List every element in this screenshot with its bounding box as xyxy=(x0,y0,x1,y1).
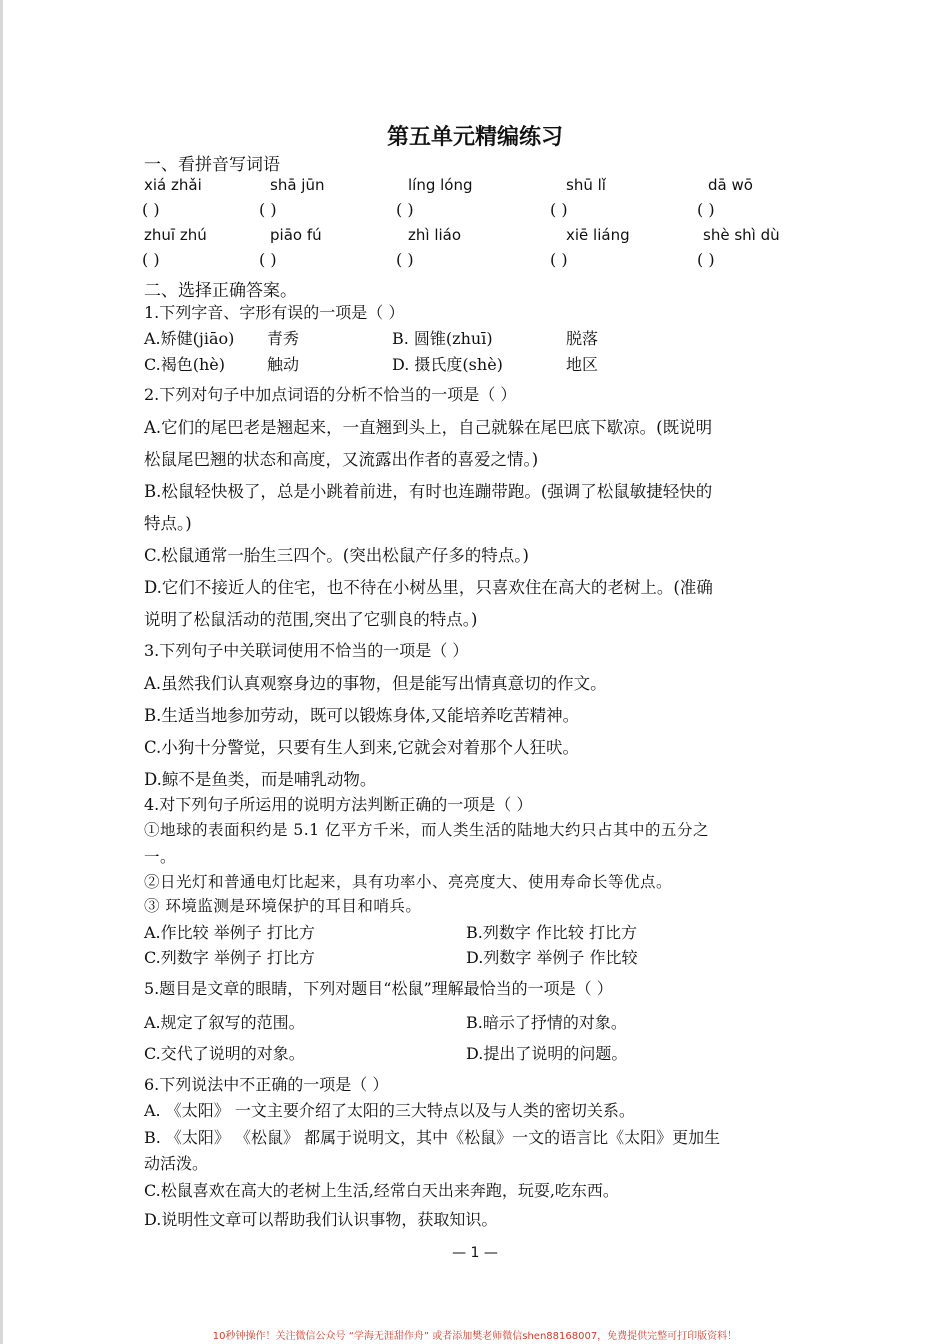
option-b-continued: 特点。) xyxy=(144,514,192,533)
question-3-stem: 3.下列句子中关联词使用不恰当的一项是（ ） xyxy=(144,641,469,660)
option-b[interactable]: B. 圆锥(zhuī) xyxy=(392,329,493,348)
question-1-stem: 1.下列字音、字形有误的一项是（ ） xyxy=(144,303,405,322)
page-number: — 1 — xyxy=(452,1245,498,1261)
answer-blank[interactable]: ( ) xyxy=(142,250,160,269)
option-b[interactable]: B.暗示了抒情的对象。 xyxy=(466,1013,627,1032)
option-a[interactable]: A.矫健(jiāo) xyxy=(144,329,235,348)
option-b[interactable]: B.松鼠轻快极了，总是小跳着前进，有时也连蹦带跑。(强调了松鼠敏捷轻快的 xyxy=(144,482,713,501)
option-c[interactable]: C.小狗十分警觉，只要有生人到来,它就会对着那个人狂吠。 xyxy=(144,738,580,757)
question-4-stem: 4.对下列句子所运用的说明方法判断正确的一项是（ ） xyxy=(144,795,533,814)
pinyin-item: shū lǐ xyxy=(566,176,606,194)
option-b[interactable]: B.生适当地参加劳动，既可以锻炼身体,又能培养吃苦精神。 xyxy=(144,706,580,725)
answer-blank[interactable]: ( ) xyxy=(550,250,568,269)
option-a[interactable]: A.作比较 举例子 打比方 xyxy=(144,923,315,942)
option-b-continued: 动活泼。 xyxy=(144,1154,209,1173)
answer-blank[interactable]: ( ) xyxy=(396,250,414,269)
pinyin-item: xiē liáng xyxy=(566,226,630,244)
sentence-1: ①地球的表面积约是 5.1 亿平方千米，而人类生活的陆地大约只占其中的五分之 xyxy=(144,821,710,839)
option-a[interactable]: A.虽然我们认真观察身边的事物，但是能写出情真意切的作文。 xyxy=(144,674,607,693)
option-a-continued: 松鼠尾巴翘的状态和高度，又流露出作者的喜爱之情。) xyxy=(144,450,539,469)
answer-blank[interactable]: ( ) xyxy=(550,200,568,219)
pinyin-item: shè shì dù xyxy=(703,226,780,244)
sentence-1-continued: 一。 xyxy=(144,848,177,866)
option-b[interactable]: B. 《太阳》 《松鼠》 都属于说明文，其中《松鼠》一文的语言比《太阳》更加生 xyxy=(144,1128,721,1147)
option-d[interactable]: D.它们不接近人的住宅，也不待在小树丛里，只喜欢住在高大的老树上。(准确 xyxy=(144,578,713,597)
pinyin-item: dā wō xyxy=(708,176,753,194)
option-d-extra: 地区 xyxy=(566,355,599,374)
question-5-stem: 5.题目是文章的眼睛，下列对题目“松鼠”理解最恰当的一项是（ ） xyxy=(144,979,613,998)
option-b[interactable]: B.列数字 作比较 打比方 xyxy=(466,923,638,942)
question-6-stem: 6.下列说法中不正确的一项是（ ） xyxy=(144,1075,389,1094)
footer-notice: 10秒钟操作！关注微信公众号 “学海无涯甜作舟” 或者添加樊老师微信shen88168007，免费提供完整可打印版资料！ xyxy=(212,1331,738,1342)
section-1-heading: 一、看拼音写词语 xyxy=(144,155,280,175)
pinyin-item: zhì liáo xyxy=(408,226,462,244)
answer-blank[interactable]: ( ) xyxy=(259,250,277,269)
option-d[interactable]: D.列数字 举例子 作比较 xyxy=(466,948,638,967)
answer-blank[interactable]: ( ) xyxy=(697,250,715,269)
option-c[interactable]: C.松鼠通常一胎生三四个。(突出松鼠产仔多的特点。) xyxy=(144,546,529,565)
option-c[interactable]: C.褐色(hè) xyxy=(144,355,226,374)
answer-blank[interactable]: ( ) xyxy=(142,200,160,219)
option-c[interactable]: C.松鼠喜欢在高大的老树上生活,经常白天出来奔跑，玩耍,吃东西。 xyxy=(144,1181,619,1200)
pinyin-item: piāo fú xyxy=(270,226,322,244)
question-2-stem: 2.下列对句子中加点词语的分析不恰当的一项是（ ） xyxy=(144,385,517,404)
option-d[interactable]: D.说明性文章可以帮助我们认识事物，获取知识。 xyxy=(144,1210,498,1229)
section-2-heading: 二、选择正确答案。 xyxy=(144,281,297,301)
option-b-extra: 脱落 xyxy=(566,329,599,348)
pinyin-item: xiá zhǎi xyxy=(144,176,202,194)
option-c[interactable]: C.交代了说明的对象。 xyxy=(144,1044,305,1063)
option-c[interactable]: C.列数字 举例子 打比方 xyxy=(144,948,315,967)
option-a[interactable]: A. 《太阳》 一文主要介绍了太阳的三大特点以及与人类的密切关系。 xyxy=(144,1101,635,1120)
option-a-extra: 青秀 xyxy=(267,329,300,348)
pinyin-item: shā jūn xyxy=(270,176,325,194)
sentence-3: ③ 环境监测是环境保护的耳目和哨兵。 xyxy=(144,897,422,915)
answer-blank[interactable]: ( ) xyxy=(396,200,414,219)
option-d[interactable]: D. 摄氏度(shè) xyxy=(392,355,503,374)
answer-blank[interactable]: ( ) xyxy=(697,200,715,219)
page-title: 第五单元精编练习 xyxy=(386,125,563,150)
option-d[interactable]: D.鲸不是鱼类，而是哺乳动物。 xyxy=(144,770,377,789)
option-d-continued: 说明了松鼠活动的范围,突出了它驯良的特点。) xyxy=(144,610,478,629)
option-c-extra: 触动 xyxy=(267,355,300,374)
option-a[interactable]: A.规定了叙写的范围。 xyxy=(144,1013,305,1032)
pinyin-item: líng lóng xyxy=(408,176,473,194)
answer-blank[interactable]: ( ) xyxy=(259,200,277,219)
pinyin-item: zhuī zhú xyxy=(144,226,207,244)
sentence-2: ②日光灯和普通电灯比起来，具有功率小、亮亮度大、使用寿命长等优点。 xyxy=(144,873,673,891)
option-a[interactable]: A.它们的尾巴老是翘起来，一直翘到头上，自己就躲在尾巴底下歇凉。(既说明 xyxy=(144,418,713,437)
option-d[interactable]: D.提出了说明的问题。 xyxy=(466,1044,628,1063)
